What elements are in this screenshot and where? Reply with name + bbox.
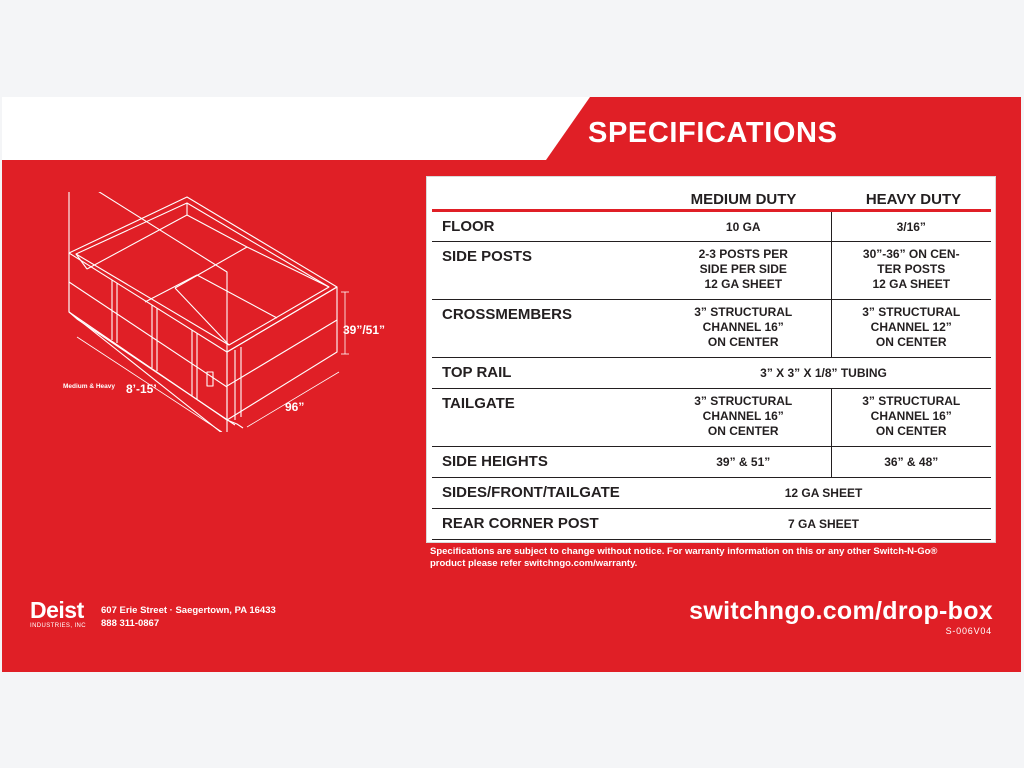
table-header-row — [432, 180, 991, 210]
address-line: 607 Erie Street · Saegertown, PA 16433 — [101, 605, 276, 616]
product-url-link[interactable]: switchngo.com/drop-box — [689, 597, 993, 625]
heavy-duty-value: 3” STRUCTURAL CHANNEL 16” ON CENTER — [831, 388, 991, 446]
medium-duty-value: 3” STRUCTURAL CHANNEL 16” ON CENTER — [656, 299, 831, 357]
logo-wordmark: Deist — [30, 597, 84, 623]
table-row — [432, 299, 991, 357]
shared-value: 12 GA SHEET — [656, 477, 991, 508]
row-label: FLOOR — [432, 210, 656, 241]
phone-number: 888 311-0867 — [101, 618, 160, 629]
spec-table — [432, 180, 991, 540]
column-header-medium-duty: MEDIUM DUTY — [656, 180, 831, 210]
medium-duty-value: 3” STRUCTURAL CHANNEL 16” ON CENTER — [656, 388, 831, 446]
table-row — [432, 241, 991, 299]
height-dimension-label: 39”/51” — [343, 323, 386, 337]
width-dimension-label: 96” — [285, 400, 305, 414]
document-code: S-006V04 — [945, 626, 992, 636]
row-label: SIDES/FRONT/TAILGATE — [432, 477, 656, 508]
disclaimer-text: Specifications are subject to change without notice. For warranty information on this or any other Switch-N-Go® product please refer switchngo.com/warranty. — [430, 546, 938, 569]
medium-duty-value: 2-3 POSTS PER SIDE PER SIDE 12 GA SHEET — [656, 241, 831, 299]
drop-box-illustration — [57, 192, 402, 432]
header-band — [2, 97, 1021, 160]
row-label: TAILGATE — [432, 388, 656, 446]
row-label: SIDE HEIGHTS — [432, 446, 656, 477]
spec-table-panel — [426, 176, 996, 543]
table-row — [432, 210, 991, 241]
shared-value: 3” X 3” X 1/8” TUBING — [656, 357, 991, 388]
table-row — [432, 477, 991, 508]
row-label: SIDE POSTS — [432, 241, 656, 299]
deist-logo — [30, 599, 96, 630]
heavy-duty-value: 3/16” — [831, 210, 991, 241]
medium-duty-value: 10 GA — [656, 210, 831, 241]
variant-label: Medium & Heavy — [63, 383, 116, 390]
company-address — [101, 604, 276, 630]
page-title: SPECIFICATIONS — [588, 117, 838, 149]
heavy-duty-value: 36” & 48” — [831, 446, 991, 477]
length-dimension-label: 8’-15’ — [126, 382, 157, 396]
heavy-duty-value: 30”-36” ON CEN- TER POSTS 12 GA SHEET — [831, 241, 991, 299]
row-label: TOP RAIL — [432, 357, 656, 388]
heavy-duty-value: 3” STRUCTURAL CHANNEL 12” ON CENTER — [831, 299, 991, 357]
table-row — [432, 508, 991, 539]
table-row — [432, 388, 991, 446]
medium-duty-value: 39” & 51” — [656, 446, 831, 477]
row-label: REAR CORNER POST — [432, 508, 656, 539]
spec-sheet — [2, 97, 1021, 672]
table-header-blank — [432, 180, 656, 210]
row-label: CROSSMEMBERS — [432, 299, 656, 357]
table-row — [432, 446, 991, 477]
table-row — [432, 357, 991, 388]
column-header-heavy-duty: HEAVY DUTY — [831, 180, 991, 210]
shared-value: 7 GA SHEET — [656, 508, 991, 539]
logo-subtitle: INDUSTRIES, INC — [30, 623, 87, 629]
